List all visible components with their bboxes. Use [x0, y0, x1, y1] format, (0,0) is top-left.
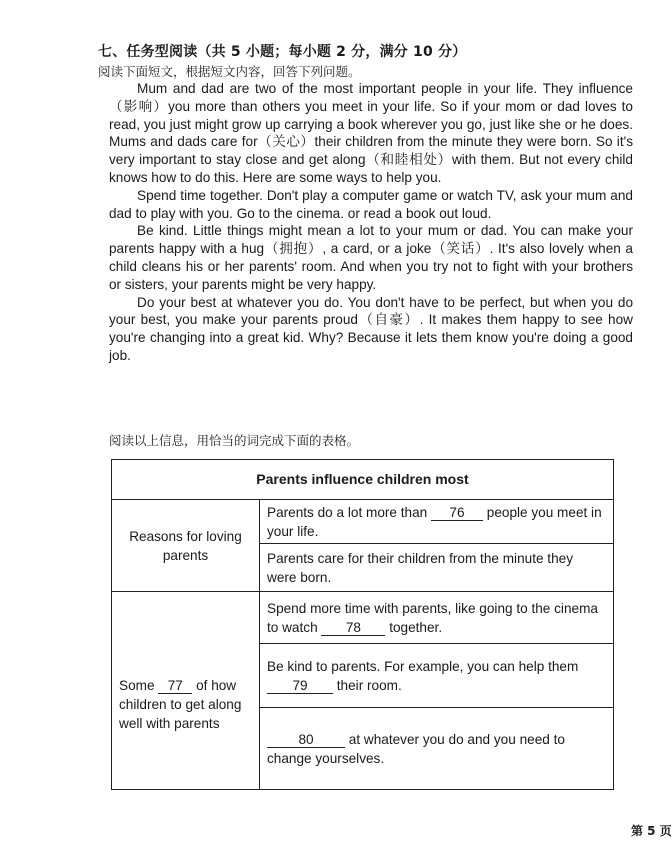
- table-row: [112, 500, 614, 544]
- table-row: [112, 592, 614, 644]
- passage-paragraph-2: Spend time together. Don't play a computer game or watch TV, ask your mum and dad to play with you. Go to the cinema. or read a book out loud.: [109, 187, 633, 221]
- table-cell-row5: 80 at whatever you do and you need to change yourselves.: [260, 708, 614, 790]
- answer-blank-77: 77: [158, 678, 192, 694]
- reading-instruction: 阅读下面短文，根据短文内容，回答下列问题。: [98, 64, 361, 79]
- table-title: Parents influence children most: [112, 460, 614, 500]
- table-cell-row1: Parents do a lot more than 76 people you meet in your life.: [260, 500, 614, 544]
- table-cell-row3: Spend more time with parents, like going to the cinema to watch 78 together.: [260, 592, 614, 644]
- group-label-ways: Some 77 of how children to get along well with parents: [112, 592, 260, 790]
- answer-blank-80: 80: [267, 732, 345, 748]
- section-title: 七、任务型阅读（共 5 小题；每小题 2 分，满分 10 分）: [98, 44, 467, 60]
- answer-blank-79: 79: [267, 678, 333, 694]
- passage-paragraph-3: Be kind. Little things might mean a lot to your mum or dad. You can make your parents happy with a hug（拥抱）, a card, or a joke（笑话）. It's also lovely when a child cleans his or her parents' room. And when you try not to fight with your brothers or sisters, your parents might be very happy.: [109, 223, 633, 292]
- summary-table: [111, 459, 614, 790]
- table-instruction: 阅读以上信息，用恰当的词完成下面的表格。: [109, 433, 360, 448]
- passage-paragraph-1: Mum and dad are two of the most important people in your life. They influence（影响）you more than others you meet in your life. So if your mom or dad loves to read, you just might grow up carrying a book wherever you go, just like she or he does. Mums and dads care for（关心）their children from the minute they were born. So it's very important to stay close and get along（和睦相处）with them. But not every child knows how to do this. Here are some ways to help you.: [109, 81, 633, 185]
- table-cell-row2: Parents care for their children from the minute they were born.: [260, 544, 614, 592]
- group-label-reasons: Reasons for loving parents: [112, 500, 260, 592]
- table-cell-row4: Be kind to parents. For example, you can help them 79 their room.: [260, 644, 614, 708]
- passage-paragraph-4: Do your best at whatever you do. You don't have to be perfect, but when you do your best, you make your parents proud（自豪）. It makes them happy to see how you're changing into a great kid. Why? Because it lets them know you're doing a good job.: [109, 294, 633, 363]
- answer-blank-76: 76: [431, 505, 483, 521]
- page-number: 第 5 页: [631, 824, 672, 838]
- answer-blank-78: 78: [321, 620, 385, 636]
- reading-passage: [109, 80, 633, 365]
